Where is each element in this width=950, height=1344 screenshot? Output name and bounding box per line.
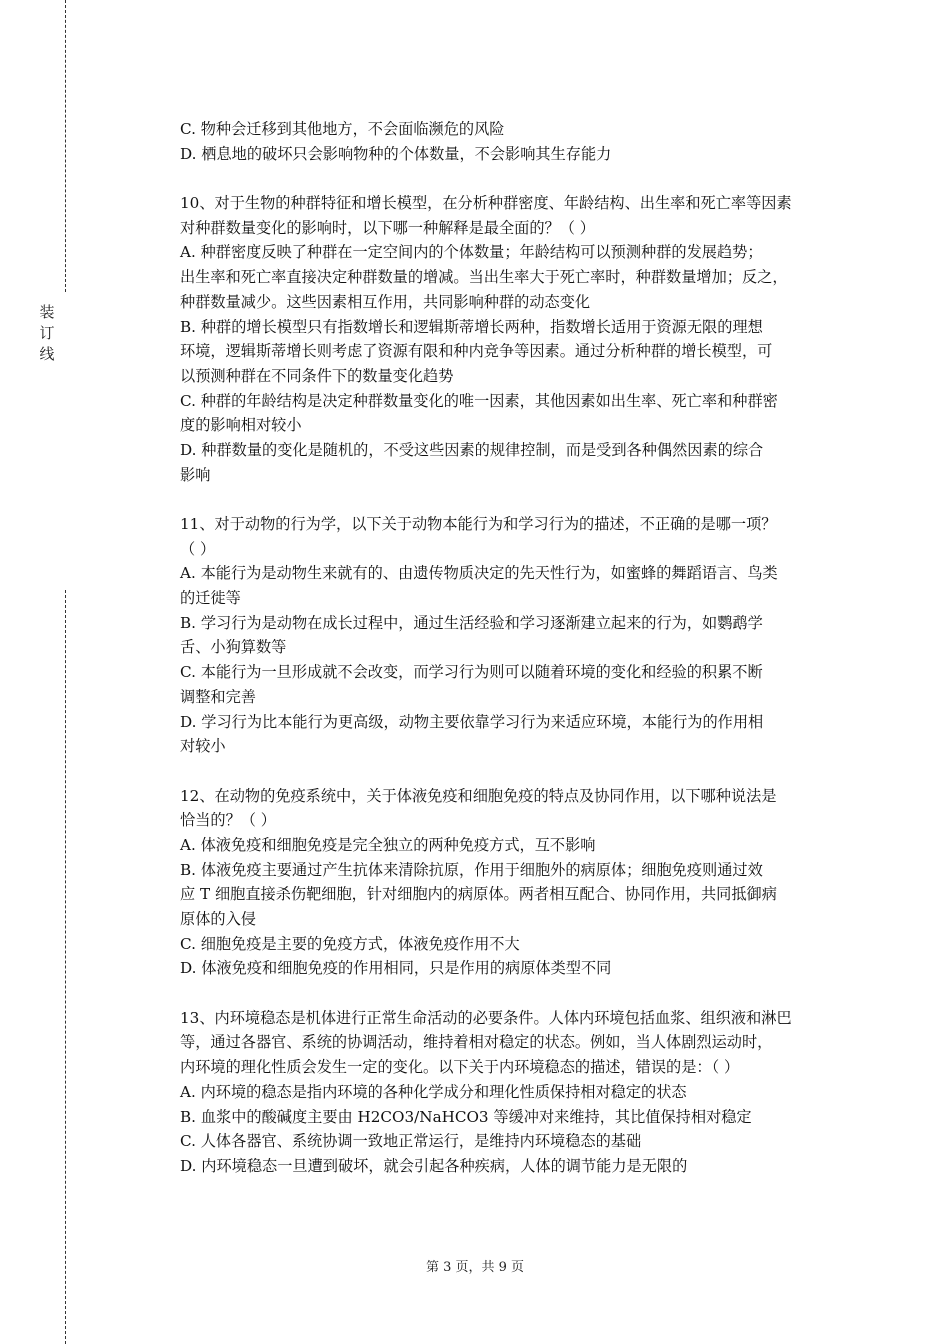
text-line: 出生率和死亡率直接决定种群数量的增减。当出生率大于死亡率时，种群数量增加；反之， <box>180 268 788 287</box>
text-block <box>180 389 842 438</box>
text-block <box>180 315 842 389</box>
text-line: 内环境的理化性质会发生一定的变化。以下关于内环境稳态的描述，错误的是：（ ） <box>180 1058 740 1077</box>
text-block <box>180 660 842 709</box>
text-line: 原体的入侵 <box>180 910 256 928</box>
text-line: C. 种群的年龄结构是决定种群数量变化的唯一因素，其他因素如出生率、死亡率和种群密 <box>180 391 778 410</box>
question-content <box>180 117 842 1179</box>
text-line: 对较小 <box>180 737 226 756</box>
text-line: 13、内环境稳态是机体进行正常生命活动的必要条件。人体内环境包括血浆、组织液和淋巴 <box>180 1008 792 1027</box>
text-line: C. 本能行为一旦形成就不会改变，而学习行为则可以随着环境的变化和经验的积累不断 <box>180 663 763 682</box>
text-block <box>180 240 842 314</box>
text-line: A. 内环境的稳态是指内环境的各种化学成分和理化性质保持相对稳定的状态 <box>180 1082 687 1101</box>
page-footer: 第 3 页，共 9 页 <box>425 1260 525 1275</box>
text-block <box>180 191 842 240</box>
text-line: 恰当的？（ ） <box>180 811 276 830</box>
text-line: （ ） <box>180 539 216 558</box>
text-line: 10、对于生物的种群特征和增长模型，在分析种群密度、年龄结构、出生率和死亡率等因素 <box>180 194 792 213</box>
binding-label <box>37 302 57 365</box>
text-line: D. 种群数量的变化是随机的，不受这些因素的规律控制，而是受到各种偶然因素的综合 <box>180 440 764 459</box>
text-line: 度的影响相对较小 <box>180 416 302 435</box>
text-block <box>180 710 842 759</box>
binding-line-bottom <box>65 590 66 1344</box>
text-line: B. 血浆中的酸碱度主要由 H2CO3/NaHCO3 等缓冲对来维持，其比值保持相对稳定 <box>180 1107 752 1126</box>
paragraph-gap <box>180 166 842 191</box>
text-block <box>180 833 842 858</box>
text-block <box>180 956 842 981</box>
text-block <box>180 1080 842 1105</box>
text-block <box>180 561 842 610</box>
text-line: B. 学习行为是动物在成长过程中，通过生活经验和学习逐渐建立起来的行为，如鹦鹉学 <box>180 613 763 632</box>
text-block <box>180 1154 842 1179</box>
text-line: A. 体液免疫和细胞免疫是完全独立的两种免疫方式，互不影响 <box>180 835 596 854</box>
text-line: 舌、小狗算数等 <box>180 638 287 657</box>
paragraph-gap <box>180 759 842 784</box>
paragraph-gap <box>180 981 842 1006</box>
text-line: C. 细胞免疫是主要的免疫方式，体液免疫作用不大 <box>180 934 520 953</box>
text-line: 等，通过各器官、系统的协调活动，维持着相对稳定的状态。例如，当人体剧烈运动时， <box>180 1033 773 1052</box>
text-line: D. 内环境稳态一旦遭到破坏，就会引起各种疾病，人体的调节能力是无限的 <box>180 1156 688 1175</box>
text-line: D. 栖息地的破坏只会影响物种的个体数量，不会影响其生存能力 <box>180 144 612 163</box>
text-line: 种群数量减少。这些因素相互作用，共同影响种群的动态变化 <box>180 292 591 311</box>
text-line: 11、对于动物的行为学，以下关于动物本能行为和学习行为的描述，不正确的是哪一项？ <box>180 515 777 533</box>
text-block <box>180 932 842 957</box>
text-line: 对种群数量变化的影响时，以下哪一种解释是最全面的？（ ） <box>180 218 595 237</box>
text-line: 应 T 细胞直接杀伤靶细胞，针对细胞内的病原体。两者相互配合、协同作用，共同抵御病 <box>180 885 777 904</box>
binding-char: 线 <box>39 345 55 363</box>
text-block <box>180 1006 842 1080</box>
text-line: D. 学习行为比本能行为更高级，动物主要依靠学习行为来适应环境，本能行为的作用相 <box>180 712 764 731</box>
text-line: C. 物种会迁移到其他地方，不会面临濒危的风险 <box>180 120 505 138</box>
text-line: B. 体液免疫主要通过产生抗体来清除抗原，作用于细胞外的病原体；细胞免疫则通过效 <box>180 860 763 879</box>
text-block <box>180 611 842 660</box>
text-line: 影响 <box>180 465 211 484</box>
text-block <box>180 1105 842 1130</box>
paragraph-gap <box>180 487 842 512</box>
text-block <box>180 142 842 167</box>
text-line: B. 种群的增长模型只有指数增长和逻辑斯蒂增长两种，指数增长适用于资源无限的理想 <box>180 317 763 336</box>
text-line: A. 本能行为是动物生来就有的、由遗传物质决定的先天性行为，如蜜蜂的舞蹈语言、鸟类 <box>180 564 778 583</box>
text-line: 以预测种群在不同条件下的数量变化趋势 <box>180 366 454 385</box>
text-block <box>180 784 842 833</box>
text-line: 环境，逻辑斯蒂增长则考虑了资源有限和种内竞争等因素。通过分析种群的增长模型，可 <box>180 342 773 361</box>
text-block <box>180 438 842 487</box>
text-line: C. 人体各器官、系统协调一致地正常运行，是维持内环境稳态的基础 <box>180 1132 642 1151</box>
text-line: 调整和完善 <box>180 687 256 706</box>
text-line: D. 体液免疫和细胞免疫的作用相同，只是作用的病原体类型不同 <box>180 959 612 978</box>
text-block <box>180 512 842 561</box>
text-line: A. 种群密度反映了种群在一定空间内的个体数量；年龄结构可以预测种群的发展趋势； <box>180 243 763 262</box>
text-block <box>180 858 842 932</box>
text-line: 12、在动物的免疫系统中，关于体液免疫和细胞免疫的特点及协同作用，以下哪种说法是 <box>180 786 777 805</box>
text-block <box>180 117 842 142</box>
text-line: 的迁徙等 <box>180 589 241 608</box>
binding-char: 装 <box>39 303 55 321</box>
binding-char: 订 <box>39 324 55 342</box>
text-block <box>180 1129 842 1154</box>
binding-line-top <box>65 0 66 292</box>
